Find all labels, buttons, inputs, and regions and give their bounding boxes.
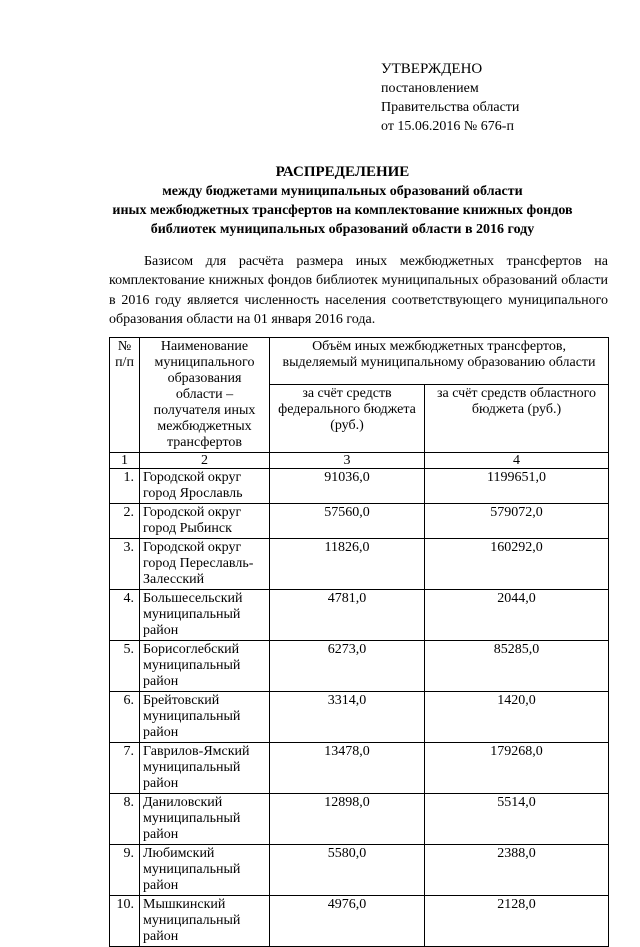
row-federal-amount: 6273,0 [270,641,425,692]
row-number: 1. [110,469,140,504]
row-number: 2. [110,504,140,539]
header-volume: Объём иных межбюджетных трансфертов, выделяемый муниципальному образованию области [270,338,609,385]
index-cell: 3 [270,453,425,469]
row-number: 10. [110,896,140,947]
table-row [110,692,609,743]
row-municipality-name: Городской округ город Рыбинск [140,504,270,539]
table-row [110,469,609,504]
table-row [110,504,609,539]
row-number: 9. [110,845,140,896]
basis-paragraph: Базисом для расчёта размера иных межбюджетных трансфертов на комплектование книжных фондов библиотек муниципальных образований области в 2016 году является численность населения соответствующего муниципального образования области на 01 января 2016 года. [109,254,608,328]
title-line-4: библиотек муниципальных образований области в 2016 году [150,222,535,237]
row-federal-amount: 57560,0 [270,504,425,539]
header-num: № п/п [110,338,140,453]
table-row [110,743,609,794]
header-federal: за счёт средств федерального бюджета (руб.) [270,384,425,452]
header-name: Наименование муниципального образования области – получателя иных межбюджетных трансфертов [140,338,270,453]
title-line-1: РАСПРЕДЕЛЕНИЕ [275,164,410,180]
approval-line-3: от 15.06.2016 № 676-п [381,119,514,134]
row-regional-amount: 160292,0 [425,539,609,590]
table-row [110,539,609,590]
row-municipality-name: Городской округ город Переславль-Залесский [140,539,270,590]
row-municipality-name: Любимский муниципальный район [140,845,270,896]
row-municipality-name: Борисоглебский муниципальный район [140,641,270,692]
distribution-table [109,337,609,947]
row-regional-amount: 1420,0 [425,692,609,743]
row-federal-amount: 4781,0 [270,590,425,641]
index-cell: 2 [140,453,270,469]
table-row [110,896,609,947]
approval-line-2: Правительства области [381,100,520,115]
index-cell: 1 [110,453,140,469]
row-regional-amount: 2044,0 [425,590,609,641]
index-cell: 4 [425,453,609,469]
approval-stamp [381,60,519,136]
table-row [110,845,609,896]
table-row [110,641,609,692]
row-municipality-name: Мышкинский муниципальный район [140,896,270,947]
document-title [90,163,595,239]
row-federal-amount: 91036,0 [270,469,425,504]
row-municipality-name: Городской округ город Ярославль [140,469,270,504]
table-row [110,794,609,845]
row-number: 3. [110,539,140,590]
row-federal-amount: 11826,0 [270,539,425,590]
row-municipality-name: Гаврилов-Ямский муниципальный район [140,743,270,794]
row-municipality-name: Большесельский муниципальный район [140,590,270,641]
row-municipality-name: Брейтовский муниципальный район [140,692,270,743]
row-federal-amount: 13478,0 [270,743,425,794]
row-federal-amount: 3314,0 [270,692,425,743]
row-municipality-name: Даниловский муниципальный район [140,794,270,845]
approval-line-1: постановлением [381,81,479,96]
header-regional: за счёт средств областного бюджета (руб.) [425,384,609,452]
row-regional-amount: 1199651,0 [425,469,609,504]
table-index-row [110,453,609,469]
table-row [110,590,609,641]
table-header-row [110,338,609,385]
row-number: 7. [110,743,140,794]
row-regional-amount: 85285,0 [425,641,609,692]
title-line-3: иных межбюджетных трансфертов на комплектование книжных фондов [112,203,573,218]
row-regional-amount: 179268,0 [425,743,609,794]
approval-heading: УТВЕРЖДЕНО [381,61,483,77]
row-federal-amount: 5580,0 [270,845,425,896]
row-regional-amount: 5514,0 [425,794,609,845]
row-number: 6. [110,692,140,743]
title-line-2: между бюджетами муниципальных образований области [162,184,523,199]
row-number: 5. [110,641,140,692]
row-number: 4. [110,590,140,641]
row-federal-amount: 12898,0 [270,794,425,845]
row-regional-amount: 579072,0 [425,504,609,539]
row-number: 8. [110,794,140,845]
row-regional-amount: 2388,0 [425,845,609,896]
row-federal-amount: 4976,0 [270,896,425,947]
row-regional-amount: 2128,0 [425,896,609,947]
